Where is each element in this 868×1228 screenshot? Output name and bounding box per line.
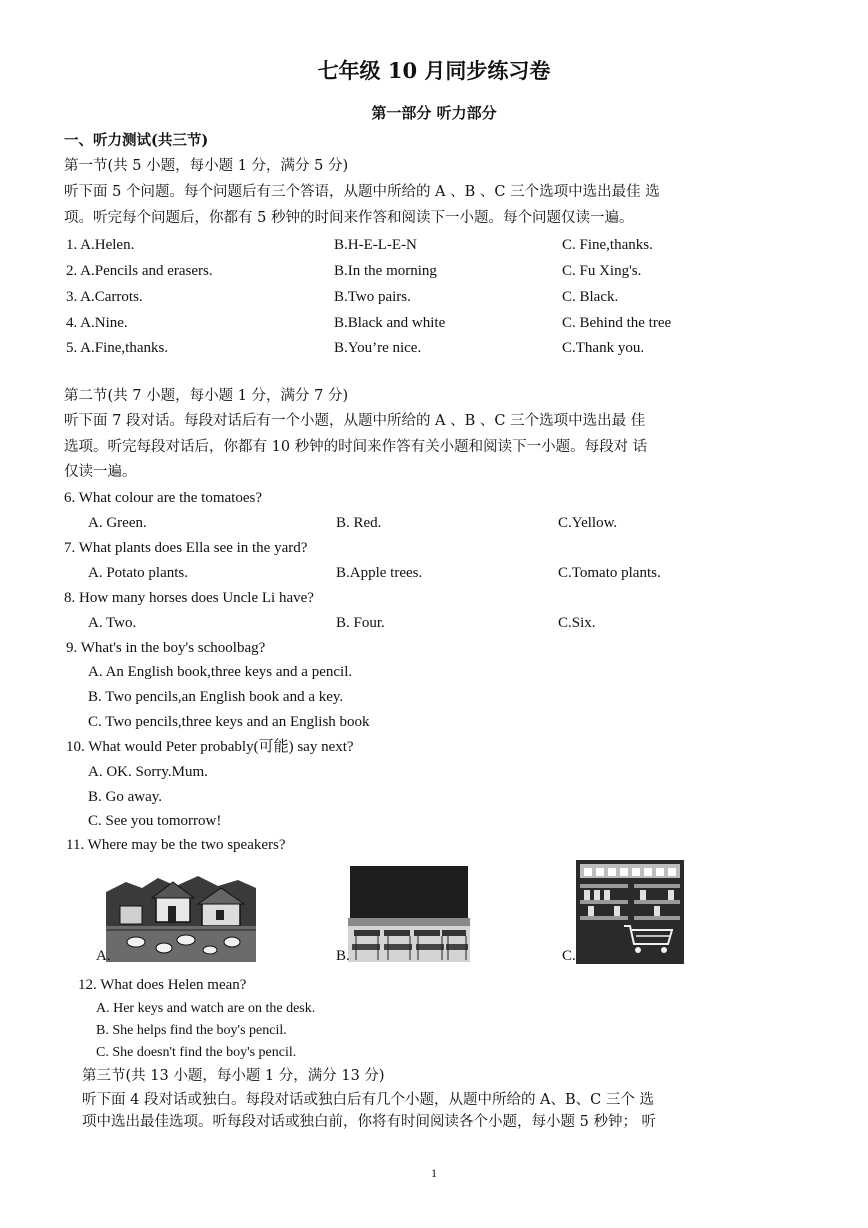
farm-picture <box>106 866 256 962</box>
picture-label-b: B. <box>336 948 350 964</box>
question-option-c: C.Tomato plants. <box>558 565 661 581</box>
question-option-b: B.Two pairs. <box>334 289 411 305</box>
part3-instruction-line: 项中选出最佳选项。听每段对话或独白前，你将有时间阅读各个小题，每小题 5 秒钟； 听 <box>82 1114 657 1130</box>
question-option-b: B. Four. <box>336 615 385 631</box>
question-option-b: B.In the morning <box>334 263 437 279</box>
question-option-a: A. Her keys and watch are on the desk. <box>96 1001 316 1016</box>
question-option-a: 2. A.Pencils and erasers. <box>66 263 213 279</box>
question-option-a: 5. A.Fine,thanks. <box>66 340 169 356</box>
question-option-b: B. She helps find the boy's pencil. <box>96 1023 287 1038</box>
page-subtitle: 第一部分 听力部分 <box>371 104 497 122</box>
question-option-a: 1. A.Helen. <box>66 237 135 253</box>
page-number: 1 <box>431 1166 437 1180</box>
question-option-b: B. Two pencils,an English book and a key. <box>88 689 344 705</box>
part1-instruction-line: 听下面 5 个问题。每个问题后有三个答语，从题中所给的 A 、B 、C 三个选项中选出最佳 选 <box>64 184 660 200</box>
question-option-b: B. Red. <box>336 515 382 531</box>
question-text: 12. What does Helen mean? <box>78 977 247 993</box>
question-option-c: C. Behind the tree <box>562 315 672 331</box>
picture-label-c: C. <box>562 948 576 964</box>
question-text: 8. How many horses does Uncle Li have? <box>64 590 314 606</box>
question-text: 7. What plants does Ella see in the yard? <box>64 540 308 556</box>
question-option-c: C.Thank you. <box>562 340 645 356</box>
part1-heading: 第一节(共 5 小题，每小题 1 分，满分 5 分) <box>64 158 349 174</box>
question-option-c: C. Black. <box>562 289 619 305</box>
question-option-c: C.Six. <box>558 615 596 631</box>
classroom-picture <box>348 864 470 962</box>
question-option-b: B.You’re nice. <box>334 340 422 356</box>
part2-instruction-line: 听下面 7 段对话。每段对话后有一个小题，从题中所给的 A 、B 、C 三个选项中选出最 佳 <box>64 413 646 429</box>
question-option-c: C. Fine,thanks. <box>562 237 653 253</box>
part3-instruction-line: 听下面 4 段对话或独白。每段对话或独白后有几个小题，从题中所给的 A、B、C 三个 选 <box>82 1092 654 1108</box>
part3-heading: 第三节(共 13 小题，每小题 1 分，满分 13 分) <box>82 1068 385 1084</box>
question-text: 11. Where may be the two speakers? <box>66 837 286 853</box>
section-heading: 一、听力测试(共三节) <box>64 132 209 149</box>
part2-heading: 第二节(共 7 小题，每小题 1 分，满分 7 分) <box>64 388 349 404</box>
supermarket-picture <box>576 860 684 964</box>
question-option-a: 4. A.Nine. <box>66 315 128 331</box>
question-option-c: C. Two pencils,three keys and an English book <box>88 714 370 730</box>
question-option-b: B.Black and white <box>334 315 446 331</box>
question-text: 9. What's in the boy's schoolbag? <box>66 640 266 656</box>
question-option-a: A. Green. <box>88 515 147 531</box>
part2-instruction-line: 选项。听完每段对话后，你都有 10 秒钟的时间来作答有关小题和阅读下一小题。每段对 话 <box>64 439 648 455</box>
question-option-c: C. See you tomorrow! <box>88 813 222 829</box>
question-text: 10. What would Peter probably(可能) say next? <box>66 739 354 755</box>
question-option-b: B.H-E-L-E-N <box>334 237 417 253</box>
question-option-a: 3. A.Carrots. <box>66 289 143 305</box>
question-option-c: C. She doesn't find the boy's pencil. <box>96 1045 297 1060</box>
question-option-a: A. Potato plants. <box>88 565 188 581</box>
question-option-c: C. Fu Xing's. <box>562 263 642 279</box>
picture-label-a: A. <box>96 948 111 964</box>
question-option-a: A. OK. Sorry.Mum. <box>88 764 208 780</box>
question-option-b: B. Go away. <box>88 789 163 805</box>
question-option-a: A. Two. <box>88 615 137 631</box>
page-title: 七年级 10 月同步练习卷 <box>317 58 551 83</box>
part1-instruction-line: 项。听完每个问题后，你都有 5 秒钟的时间来作答和阅读下一小题。每个问题仅读一遍。 <box>64 210 634 226</box>
question-option-b: B.Apple trees. <box>336 565 423 581</box>
question-option-c: C.Yellow. <box>558 515 618 531</box>
part2-instruction-line: 仅读一遍。 <box>64 464 137 480</box>
question-option-a: A. An English book,three keys and a pencil. <box>88 664 353 680</box>
question-text: 6. What colour are the tomatoes? <box>64 490 262 506</box>
